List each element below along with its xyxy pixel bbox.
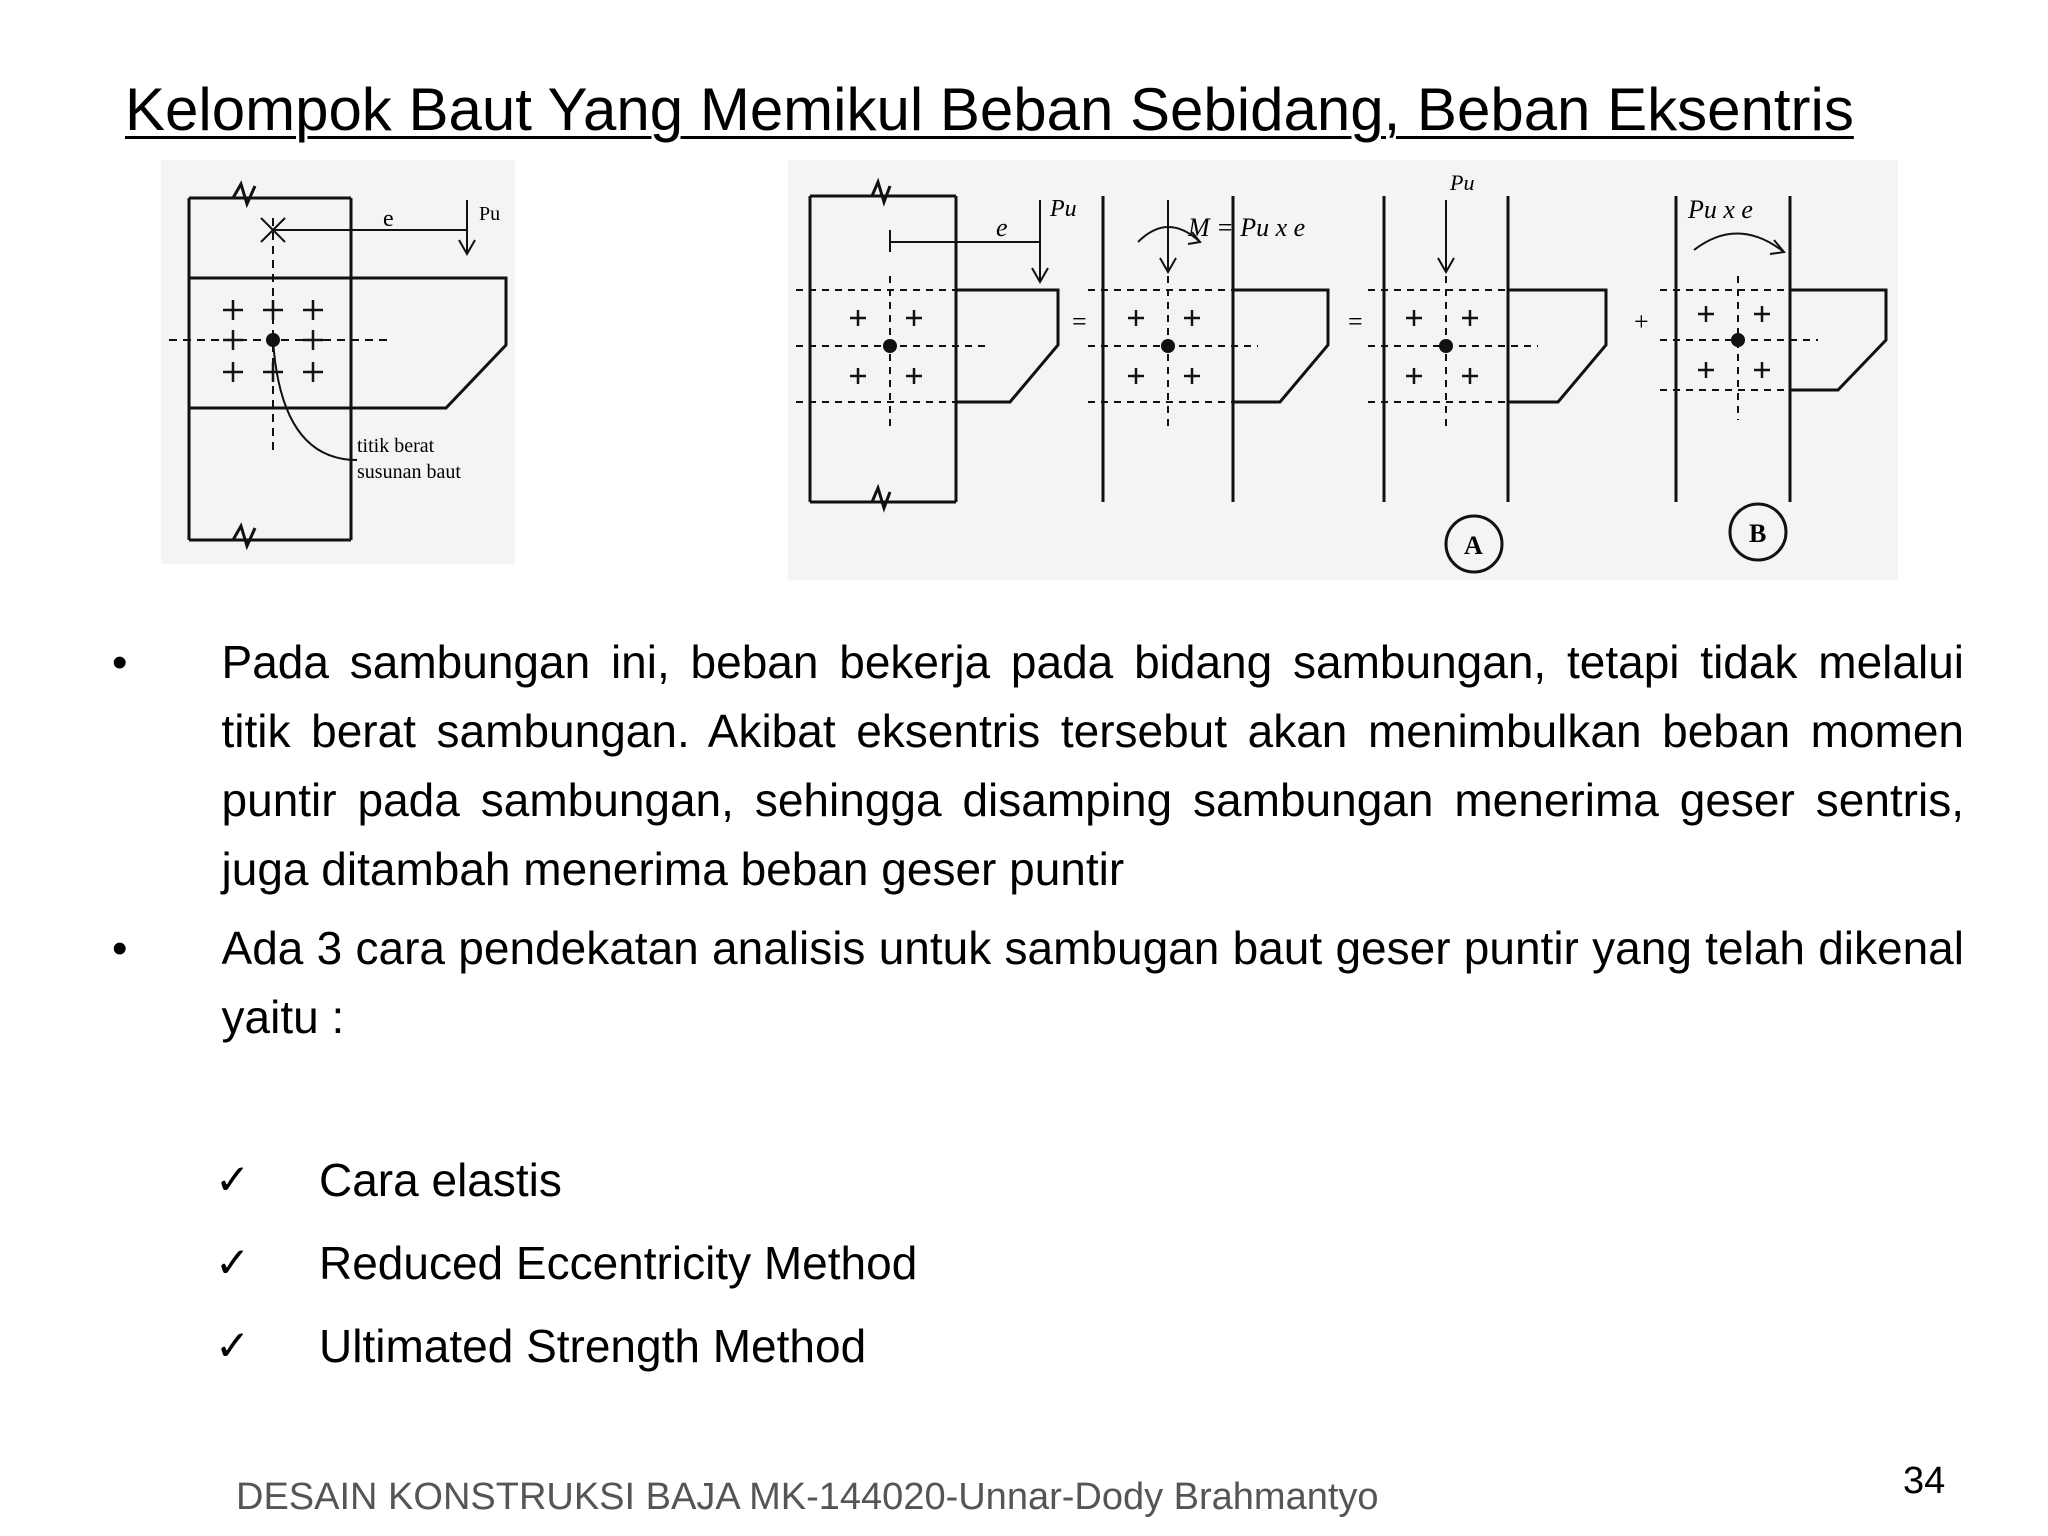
checkmark-icon: ✓: [215, 1155, 251, 1204]
equals-sign-2: =: [1348, 307, 1363, 336]
circle-label-b: B: [1749, 519, 1767, 548]
check-text: Cara elastis: [319, 1153, 562, 1206]
label-pu: Pu: [1050, 196, 1077, 222]
label-pu-x-e: Pu x e: [1688, 195, 1753, 224]
label-centroid-line1: titik berat: [357, 435, 435, 457]
label-e: e: [383, 206, 394, 232]
check-item: [215, 1138, 917, 1221]
label-pu: Pu: [479, 203, 501, 225]
bullet-text: Pada sambungan ini, beban bekerja pada bidang sambungan, tetapi tidak melalui titik berat sambungan. Akibat eksentris tersebut akan menimbulkan beban momen puntir pada sambungan, sehingga disamping sambungan menerima geser sentris, juga ditambah menerima beban geser puntir: [221, 636, 1964, 895]
label-moment: M = Pu x e: [1188, 213, 1306, 242]
circle-label-a: A: [1464, 531, 1483, 560]
slide-title: Kelompok Baut Yang Memikul Beban Sebidang, Beban Eksentris: [125, 76, 1854, 143]
checkmark-icon: ✓: [215, 1238, 251, 1287]
check-item: [215, 1304, 917, 1387]
checklist: [215, 1138, 917, 1387]
bullet-dot: •: [112, 638, 128, 687]
equals-sign-1: =: [1072, 307, 1087, 336]
bolt-group-figure-left: [161, 160, 515, 564]
check-item: [215, 1221, 917, 1304]
bullet-item: [104, 628, 1964, 904]
plus-sign: +: [1634, 307, 1649, 336]
bullet-list: [104, 628, 1964, 1062]
bullet-dot: •: [112, 924, 128, 973]
bullet-item: [104, 914, 1964, 1052]
page-number: 34: [1903, 1460, 1946, 1502]
checkmark-icon: ✓: [215, 1321, 251, 1370]
check-text: Reduced Eccentricity Method: [319, 1236, 918, 1289]
label-centroid-line2: susunan baut: [357, 461, 461, 483]
label-e: e: [996, 213, 1008, 242]
check-text: Ultimated Strength Method: [319, 1319, 867, 1372]
bolt-group-figure-right: [788, 160, 1898, 580]
label-pu-a: Pu: [1450, 170, 1475, 195]
slide-footer: DESAIN KONSTRUKSI BAJA MK-144020-Unnar-Dody Brahmantyo: [236, 1476, 1379, 1518]
bullet-text: Ada 3 cara pendekatan analisis untuk sambugan baut geser puntir yang telah dikenal yaitu :: [221, 922, 1964, 1043]
